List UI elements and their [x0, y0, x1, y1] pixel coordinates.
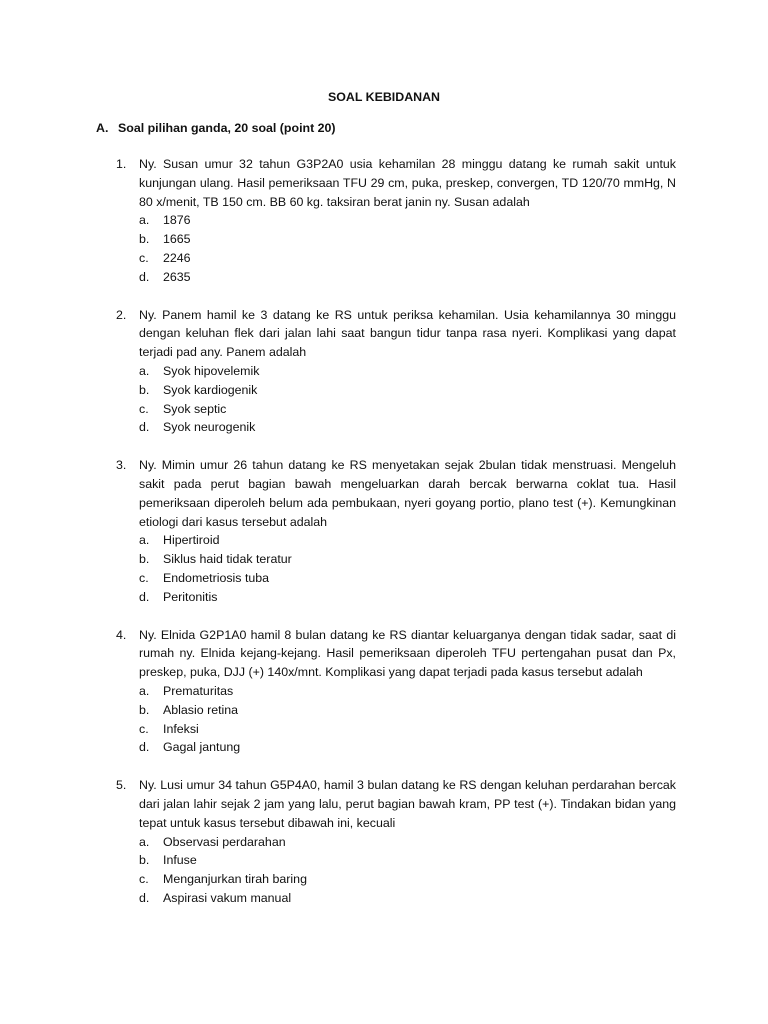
question-number: 3.	[116, 458, 127, 473]
option-b	[139, 550, 676, 569]
option-list	[139, 211, 676, 286]
option-text: 1665	[163, 232, 191, 247]
option-b	[139, 851, 676, 870]
question-text: Ny. Elnida G2P1A0 hamil 8 bulan datang ke RS diantar keluarganya dengan tidak sadar, saat di rumah ny. Elnida kejang-kejang. Hasil pemeriksaan diperoleh TFU pertengahan pusat dan Px, preskep, puka, DJJ (+) 140x/mnt. Komplikasi yang dapat terjadi pada kasus tersebut adalah	[139, 627, 676, 680]
page-title: SOAL KEBIDANAN	[328, 90, 440, 104]
option-list	[139, 531, 676, 606]
option-letter: d.	[139, 740, 150, 755]
option-letter: a.	[139, 213, 150, 228]
section-label: Soal pilihan ganda, 20 soal (point 20)	[118, 121, 336, 135]
option-letter: d.	[139, 269, 150, 284]
option-a	[139, 211, 676, 230]
option-text: Syok kardiogenik	[163, 382, 258, 397]
option-letter: c.	[139, 872, 149, 887]
option-c	[139, 569, 676, 588]
option-text: Peritonitis	[163, 589, 218, 604]
option-letter: c.	[139, 721, 149, 736]
option-d	[139, 889, 676, 908]
option-text: 2635	[163, 269, 191, 284]
question-number: 2.	[116, 307, 127, 322]
question-text: Ny. Lusi umur 34 tahun G5P4A0, hamil 3 bulan datang ke RS dengan keluhan perdarahan bercak dari jalan lahir sejak 2 jam yang lalu, perut bagian bawah kram, PP test (+). Tindakan bidan yang tepat untuk kasus tersebut dibawah ini, kecuali	[139, 778, 676, 830]
option-a	[139, 531, 676, 550]
section-heading	[96, 119, 336, 138]
option-letter: a.	[139, 533, 150, 548]
option-a	[139, 833, 676, 852]
option-letter: b.	[139, 853, 150, 868]
option-list	[139, 833, 676, 908]
option-letter: d.	[139, 589, 150, 604]
option-text: Syok neurogenik	[163, 420, 256, 435]
question-number: 1.	[116, 157, 127, 171]
question-4	[116, 626, 676, 758]
option-letter: a.	[139, 834, 150, 849]
option-c	[139, 400, 676, 419]
question-text: Ny. Panem hamil ke 3 datang ke RS untuk periksa kehamilan. Usia kehamilannya 30 minggu dengan keluhan flek dari jalan lahi saat bangun tidur tanpa rasa nyeri. Komplikasi yang dapat terjadi pad any. Panem adalah	[139, 307, 676, 360]
option-letter: a.	[139, 683, 150, 698]
option-text: Gagal jantung	[163, 740, 241, 755]
question-text: Ny. Mimin umur 26 tahun datang ke RS menyetakan sejak 2bulan tidak menstruasi. Mengeluh sakit pada perut bagian bawah mengeluarkan darah bercak berwarna coklat tua. Hasil pemeriksaan diperoleh belum ada pembukaan, nyeri goyang portio, plano test (+). Kemungkinan etiologi dari kasus tersebut adalah	[139, 458, 676, 529]
option-a	[139, 362, 676, 381]
option-text: Aspirasi vakum manual	[163, 890, 292, 905]
option-letter: c.	[139, 570, 149, 585]
option-c	[139, 249, 676, 268]
option-text: Endometriosis tuba	[163, 570, 270, 585]
option-text: Menganjurkan tirah baring	[163, 872, 307, 887]
option-text: Prematuritas	[163, 683, 234, 698]
option-d	[139, 418, 676, 437]
option-b	[139, 381, 676, 400]
option-letter: b.	[139, 702, 150, 717]
question-5	[116, 776, 676, 908]
option-letter: b.	[139, 382, 150, 397]
question-text: Ny. Susan umur 32 tahun G3P2A0 usia kehamilan 28 minggu datang ke rumah sakit untuk kunjungan ulang. Hasil pemeriksaan TFU 29 cm, puka, preskep, convergen, TD 120/70 mmHg, N 80 x/menit, TB 150 cm. BB 60 kg. taksiran berat janin ny. Susan adalah	[139, 157, 676, 209]
option-letter: b.	[139, 552, 150, 567]
question-list	[116, 155, 676, 927]
question-2	[116, 306, 676, 438]
option-letter: d.	[139, 890, 150, 905]
option-b	[139, 701, 676, 720]
option-letter: d.	[139, 420, 150, 435]
option-text: Infeksi	[163, 721, 199, 736]
option-text: Syok septic	[163, 401, 227, 416]
option-letter: c.	[139, 401, 149, 416]
option-letter: a.	[139, 363, 150, 378]
option-text: Observasi perdarahan	[163, 834, 286, 849]
option-letter: b.	[139, 232, 150, 247]
option-letter: c.	[139, 250, 149, 265]
option-d	[139, 268, 676, 287]
option-text: Ablasio retina	[163, 702, 239, 717]
option-c	[139, 870, 676, 889]
option-list	[139, 362, 676, 437]
question-3	[116, 456, 676, 606]
section-letter: A.	[96, 121, 109, 135]
option-text: 2246	[163, 250, 191, 265]
option-a	[139, 682, 676, 701]
option-text: Infuse	[163, 853, 197, 868]
option-d	[139, 588, 676, 607]
option-c	[139, 720, 676, 739]
option-text: Syok hipovelemik	[163, 363, 260, 378]
option-list	[139, 682, 676, 757]
option-text: Hipertiroid	[163, 533, 220, 548]
question-number: 4.	[116, 627, 127, 642]
question-1	[116, 155, 676, 287]
option-b	[139, 230, 676, 249]
option-text: Siklus haid tidak teratur	[163, 552, 292, 567]
option-text: 1876	[163, 213, 191, 228]
option-d	[139, 738, 676, 757]
question-number: 5.	[116, 778, 127, 793]
